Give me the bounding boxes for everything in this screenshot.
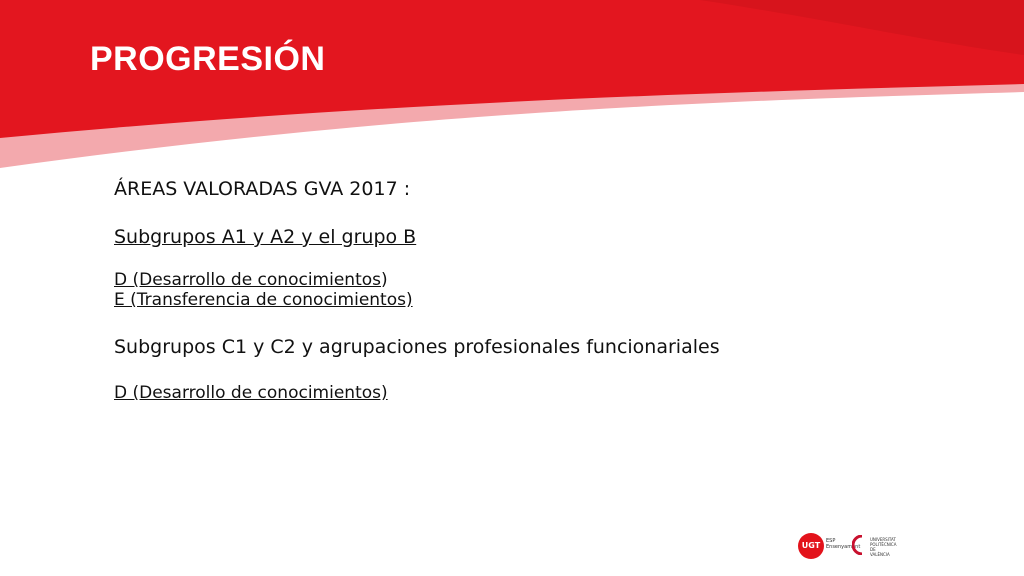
esp-line1: ESP bbox=[826, 538, 836, 544]
upv-logo-icon bbox=[852, 535, 868, 555]
group2-item-d: D (Desarrollo de conocimientos) bbox=[114, 383, 388, 403]
areas-colon: : bbox=[397, 178, 411, 200]
group1-item-d-text: D (Desarrollo de conocimientos bbox=[114, 270, 381, 290]
upv-line1: UNIVERSITAT bbox=[870, 537, 896, 542]
ugt-logo-icon: UGT bbox=[798, 533, 824, 559]
group2-heading: Subgrupos C1 y C2 y agrupaciones profesionales funcionariales bbox=[114, 336, 720, 358]
footer-logos bbox=[798, 531, 897, 561]
upv-line2: POLITÈCNICA bbox=[870, 542, 897, 547]
upv-line3: DE VALÈNCIA bbox=[870, 547, 890, 557]
group1-item-e: E (Transferencia de conocimientos) bbox=[114, 290, 413, 310]
group1-heading: Subgrupos A1 y A2 y el grupo B bbox=[114, 226, 417, 248]
page-title: PROGRESIÓN bbox=[90, 40, 326, 78]
areas-title: ÁREAS VALORADAS GVA 2017 bbox=[114, 178, 398, 200]
group1-item-d-close: ) bbox=[381, 270, 388, 290]
group1-item-d bbox=[114, 270, 914, 290]
areas-heading bbox=[114, 178, 914, 200]
esp-line2: Ensenyament bbox=[826, 544, 861, 550]
slide-body bbox=[114, 178, 914, 403]
upv-label bbox=[870, 537, 896, 557]
header-banner bbox=[0, 0, 1024, 170]
